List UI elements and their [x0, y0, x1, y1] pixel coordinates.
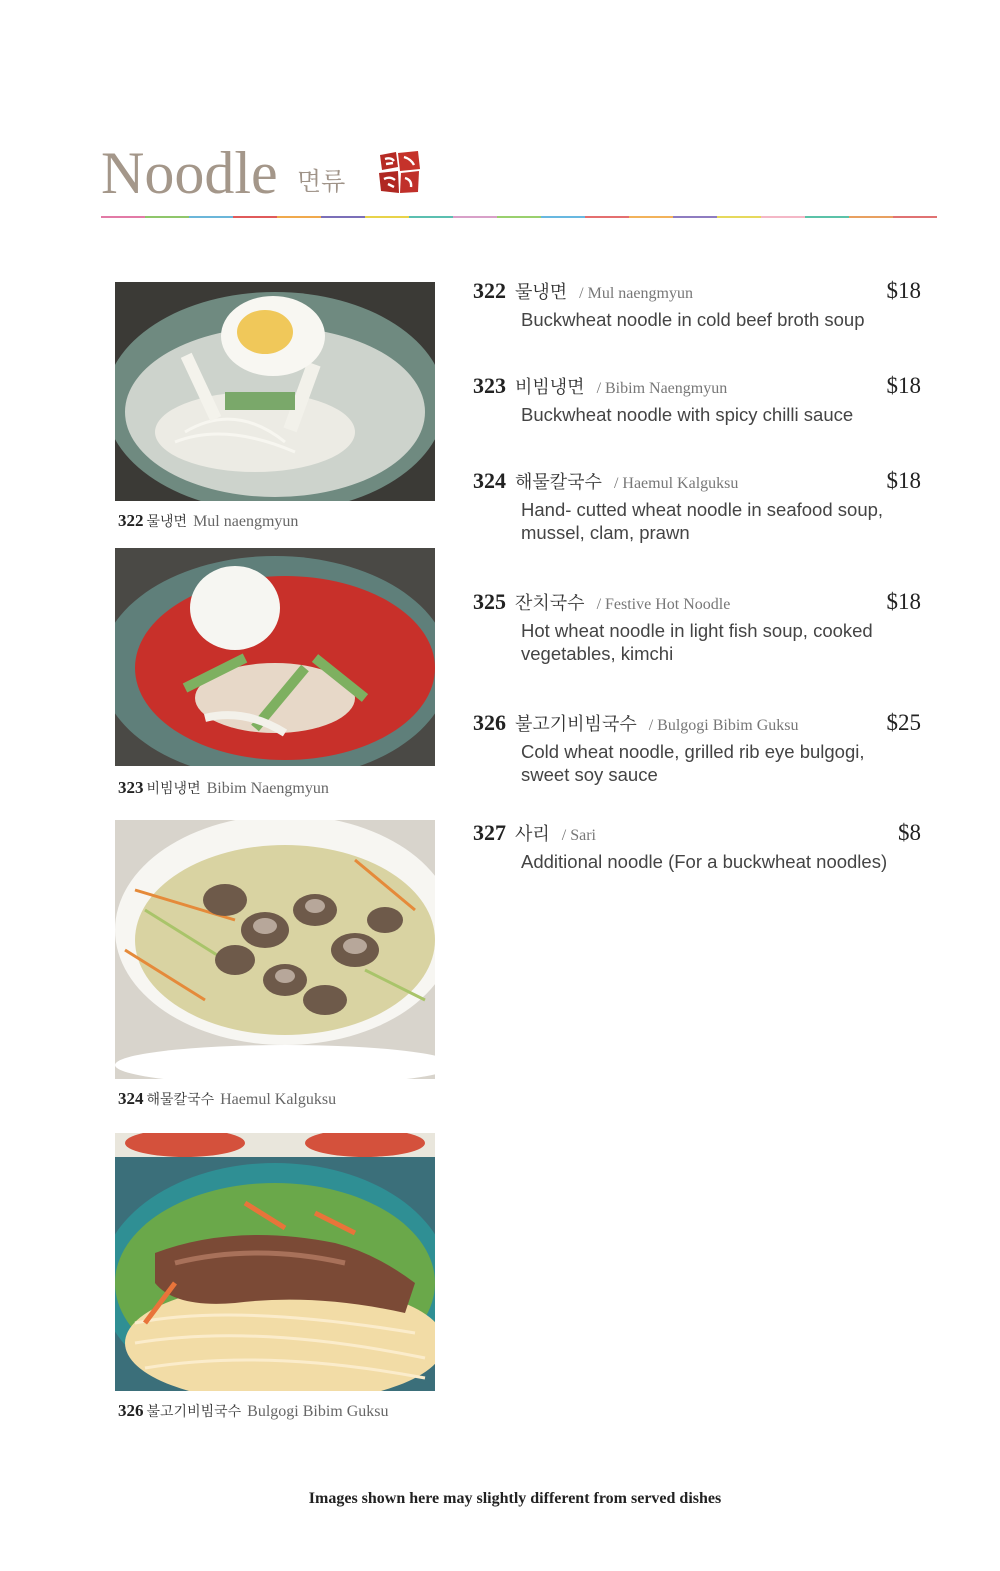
- item-name-korean: 잔치국수: [515, 593, 585, 614]
- item-name-english: / Haemul Kalguksu: [613, 475, 739, 492]
- divider-segment: [277, 216, 321, 218]
- item-price: $25: [886, 710, 921, 735]
- item-description: Buckwheat noodle with spicy chilli sauce: [521, 404, 854, 425]
- divider-segment: [409, 216, 453, 218]
- page-title-korean: 면류: [297, 167, 346, 196]
- item-name-english: / Bibim Naengmyun: [596, 380, 728, 397]
- item-name-english: / Mul naengmyun: [579, 285, 693, 302]
- item-price: $18: [886, 278, 921, 303]
- item-number: 325: [473, 589, 506, 614]
- item-number: 323: [473, 373, 506, 398]
- divider-segment: [629, 216, 673, 218]
- item-description: Additional noodle (For a buckwheat noodles): [521, 851, 888, 872]
- divider-segment: [585, 216, 629, 218]
- photo-mul-naengmyun: [115, 282, 435, 501]
- divider-segment: [453, 216, 497, 218]
- divider-segment: [761, 216, 805, 218]
- divider-segment: [497, 216, 541, 218]
- item-name-korean: 해물칼국수: [515, 472, 602, 493]
- item-number: 322: [473, 278, 506, 303]
- divider-segment: [805, 216, 849, 218]
- divider-segment: [233, 216, 277, 218]
- divider-segment: [145, 216, 189, 218]
- menu-item: [473, 820, 921, 873]
- divider-segment: [321, 216, 365, 218]
- item-price: $18: [886, 373, 921, 398]
- item-number: 327: [473, 820, 506, 845]
- item-name-korean: 불고기비빔국수: [515, 714, 637, 735]
- divider-segment: [365, 216, 409, 218]
- photo-haemul-kalguksu: [115, 820, 435, 1079]
- divider-segment: [189, 216, 233, 218]
- divider-segment: [541, 216, 585, 218]
- menu-item: [473, 278, 921, 331]
- item-name-english: / Sari: [561, 827, 596, 844]
- red-calligraphy-seal-icon: [376, 149, 422, 195]
- item-name-english: / Bulgogi Bibim Guksu: [648, 717, 799, 734]
- menu-item: [473, 468, 921, 544]
- item-description: Cold wheat noodle, grilled rib eye bulgogi, sweet soy sauce: [521, 741, 865, 785]
- photo-caption: 323 비빔냉면 Bibim Naengmyun: [118, 778, 329, 797]
- item-name-korean: 비빔냉면: [515, 377, 585, 398]
- divider-segment: [893, 216, 937, 218]
- menu-item: [473, 710, 921, 786]
- item-description: Hand- cutted wheat noodle in seafood soup, mussel, clam, prawn: [521, 499, 884, 543]
- item-name-english: / Festive Hot Noodle: [596, 596, 731, 613]
- divider-segment: [101, 216, 145, 218]
- menu-item: [473, 373, 921, 426]
- divider-segment: [849, 216, 893, 218]
- color-divider: [101, 216, 937, 218]
- item-price: $18: [886, 589, 921, 614]
- photo-caption: 324 해물칼국수 Haemul Kalguksu: [118, 1089, 337, 1108]
- item-name-korean: 사리: [515, 824, 550, 845]
- disclaimer-footer: Images shown here may slightly different from served dishes: [308, 1490, 722, 1507]
- item-name-korean: 물냉면: [515, 282, 568, 303]
- item-description: Buckwheat noodle in cold beef broth soup: [521, 309, 865, 330]
- photo-caption: 322 물냉면 Mul naengmyun: [118, 511, 299, 530]
- photo-bulgogi-bibim-guksu: [115, 1133, 435, 1391]
- divider-segment: [673, 216, 717, 218]
- photo-bibim-naengmyun: [115, 548, 435, 766]
- divider-segment: [717, 216, 761, 218]
- item-description: Hot wheat noodle in light fish soup, cooked vegetables, kimchi: [521, 620, 873, 664]
- item-price: $18: [886, 468, 921, 493]
- photo-caption: 326 불고기비빔국수 Bulgogi Bibim Guksu: [118, 1401, 389, 1420]
- menu-item: [473, 589, 921, 665]
- item-number: 326: [473, 710, 506, 735]
- item-price: $8: [898, 820, 921, 845]
- item-number: 324: [473, 468, 506, 493]
- page-title: Noodle: [101, 140, 278, 206]
